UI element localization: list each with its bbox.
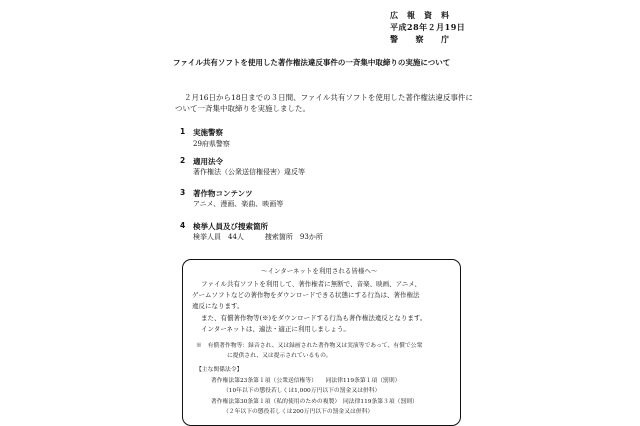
section-4-heading: 検挙人員及び捜索箇所 xyxy=(193,222,268,231)
section-1-number: 1 xyxy=(180,127,186,136)
law-2-line-1: 著作権法第30条第１項（私的使用のための複製） 同法律119条第３項（罰則） xyxy=(211,399,418,405)
notice-footnote-line-1: ※ 有償著作物等：録音され、又は録画された著作物又は実演等であって、有償で公衆 xyxy=(196,343,423,349)
section-2-body: 著作権法（公衆送信権侵害）違反等 xyxy=(193,168,305,176)
law-2-line-2: （２年以下の懲役若しくは200万円以下の罰金又は併科） xyxy=(223,409,374,415)
section-1-heading: 実施警察 xyxy=(193,128,223,137)
section-4-body: 検挙人員 44人 捜索箇所 93か所 xyxy=(193,233,323,241)
notice-p2-line-1: また、有償著作物等(※)をダウンロードする行為も著作権法違反となります。 xyxy=(201,314,427,322)
notice-box xyxy=(182,259,461,426)
notice-p2-line-2: インターネットは、適法・適正に利用しましょう。 xyxy=(201,325,350,333)
notice-p1-line-2: ゲームソフトなどの著作物をダウンロードできる状態にする行為は、著作権法 xyxy=(192,291,420,299)
section-3-heading: 著作物コンテンツ xyxy=(193,189,253,198)
document-title: ファイル共有ソフトを使用した著作権法違反事件の一斉集中取締りの実施について xyxy=(173,58,451,67)
section-3-number: 3 xyxy=(180,188,186,197)
notice-footnote-line-2: に提供され、又は提示されているもの。 xyxy=(227,353,332,359)
header-date: 平成28年２月19日 xyxy=(390,22,466,32)
header-doc-type: 広 報 資 料 xyxy=(390,10,450,20)
laws-title: 【主な関係法令】 xyxy=(196,367,243,373)
intro-line-1: ２月16日から18日までの３日間、ファイル共有ソフトを使用した著作権法違反事件に xyxy=(184,93,473,102)
section-3-body: アニメ、漫画、楽曲、映画等 xyxy=(193,200,284,208)
section-2-heading: 適用法令 xyxy=(193,157,223,166)
notice-p1-line-1: ファイル共有ソフトを利用して、著作権者に無断で、音楽、映画、アニメ、 xyxy=(201,280,421,288)
law-1-line-2: （10年以下の懲役若しくは1,000万円以下の罰金又は併科） xyxy=(223,388,381,394)
header-agency: 警 察 庁 xyxy=(390,34,450,44)
section-4-number: 4 xyxy=(180,221,186,230)
intro-line-2: ついて一斉集中取締りを実施しました。 xyxy=(175,104,310,113)
section-1-body: 29府県警察 xyxy=(193,140,230,148)
law-1-line-1: 著作権法第23条第１項（公衆送信権等） 同法律119条第１項（罰則） xyxy=(211,378,401,384)
section-2-number: 2 xyxy=(180,156,186,165)
notice-title: ～インターネットを利用される皆様へ～ xyxy=(261,267,378,275)
notice-p1-line-3: 違反になります。 xyxy=(192,302,244,310)
